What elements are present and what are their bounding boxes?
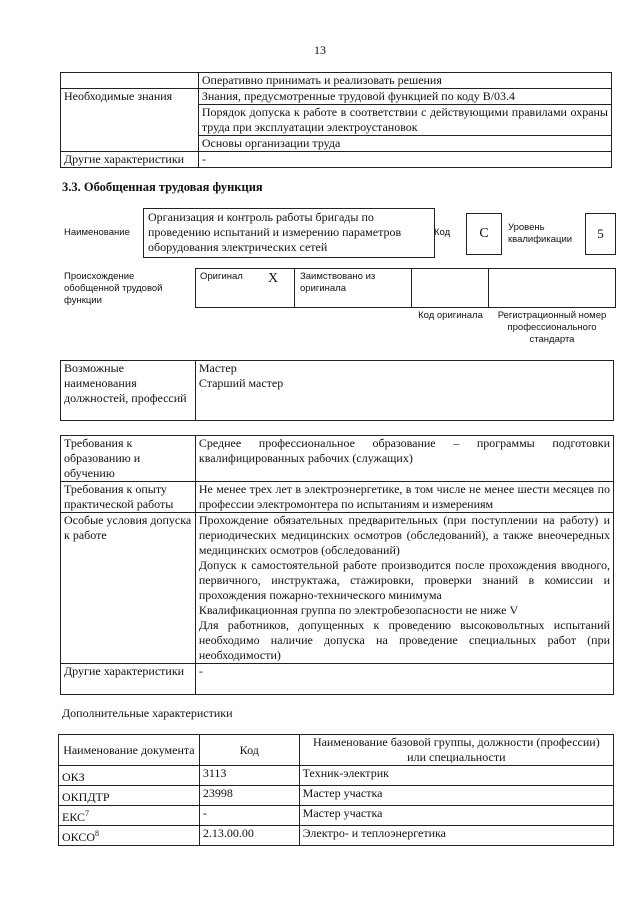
table-row [61,436,614,482]
table-row [61,482,614,513]
positions-values [195,361,613,421]
section-title: 3.3. Обобщенная трудовая функция [62,180,263,194]
row-value: Знания, предусмотренные трудовой функцией по коду B/03.4 [198,89,611,105]
page-number: 13 [314,43,326,57]
knowledge-table [60,72,612,168]
requirements-table [60,435,614,695]
column-header: Наименование документа [59,735,200,766]
reg-number-caption: Регистрационный номер профессионального стандарта [497,310,607,345]
requirement-label: Требования к образованию и обучению [61,436,196,482]
requirement-values [195,513,613,664]
function-name: Организация и контроль работы бригады по проведению испытаний и измерению параметров оборудования электрических сетей [148,210,402,254]
code-original-caption: Код оригинала [418,310,483,321]
requirement-item: Прохождение обязательных предварительных (при поступлении на работу) и периодических медицинских осмотров (обследований), а также внеочередных медицинских осмотров (обследований) [198,513,610,557]
requirement-value: - [195,664,613,695]
positions-table [60,360,614,421]
table-row [59,766,614,786]
requirement-label: Требования к опыту практической работы [61,482,196,513]
column-header: Наименование базовой группы, должности (профессии) или специальности [299,735,613,766]
divider [488,268,489,308]
level-label: Уровень квалификации [508,222,573,245]
requirement-value: Не менее трех лет в электроэнергетике, в том числе не менее шести месяцев по профессии электромонтера по испытаниям и измерениям [195,482,613,513]
table-row [61,73,612,89]
original-mark: X [268,271,279,286]
doc-cell: ОКЗ [59,766,200,786]
row-label [61,73,199,89]
column-header: Код [199,735,299,766]
code-label: Код [434,227,451,238]
origin-boxes [195,268,616,308]
table-row [59,786,614,806]
row-value: - [198,152,611,168]
code-cell: - [199,806,299,826]
code-value: C [479,226,489,241]
borrowed-label: Заимствовано из оригинала [300,271,376,294]
positions-label: Возможные наименования должностей, профессий [61,361,196,421]
name-label: Наименование [64,227,130,238]
requirement-label: Другие характеристики [61,664,196,695]
table-row [59,826,614,846]
row-label: Другие характеристики [61,152,199,168]
table-row [61,105,612,136]
code-cell: 2.13.00.00 [199,826,299,846]
name-cell: Мастер участка [299,806,613,826]
table-row [61,664,614,695]
function-name-box [143,208,435,258]
row-label [61,136,199,152]
doc-cell: ЕКС$^7$ [59,806,200,826]
doc-cell: ОКПДТР [59,786,200,806]
name-cell: Мастер участка [299,786,613,806]
table-row [61,136,612,152]
table-header-row [59,735,614,766]
row-label [61,105,199,136]
row-label: Необходимые знания [61,89,199,105]
row-value: Оперативно принимать и реализовать решения [198,73,611,89]
code-cell: 3113 [199,766,299,786]
level-box [585,213,616,255]
origin-label: Происхождение обобщенной трудовой функции [64,271,163,306]
original-label: Оригинал [200,271,243,282]
name-cell: Электро- и теплоэнергетика [299,826,613,846]
name-cell: Техник-электрик [299,766,613,786]
row-value: Основы организации труда [198,136,611,152]
table-row [61,152,612,168]
requirement-label: Особые условия допуска к работе [61,513,196,664]
additional-title: Дополнительные характеристики [62,706,233,720]
table-row [61,361,614,421]
requirement-item: Допуск к самостоятельной работе производится после прохождения вводного, первичного, инструктажа, стажировки, проверки знаний в комиссии и прохождения пожарно-технического минимума [198,558,610,602]
level-value: 5 [597,226,604,241]
position-item: Старший мастер [198,376,284,390]
code-box [466,213,502,255]
divider [294,268,295,308]
position-item: Мастер [198,361,237,375]
divider [411,268,412,308]
table-row [61,89,612,105]
additional-table [58,734,614,846]
row-value: Порядок допуска к работе в соответствии с действующими правилами охраны труда при эксплуатации электроустановок [198,105,611,136]
code-cell: 23998 [199,786,299,806]
doc-cell: ОКСО$^8$ [59,826,200,846]
requirement-item: Для работников, допущенных к проведению высоковольтных испытаний необходимо наличие допуска на проведение специальных работ (при необходимости) [198,618,610,662]
table-row [59,806,614,826]
table-row [61,513,614,664]
requirement-value: Среднее профессиональное образование – программы подготовки квалифицированных рабочих (служащих) [195,436,613,482]
requirement-item: Квалификационная группа по электробезопасности не ниже V [198,603,519,617]
